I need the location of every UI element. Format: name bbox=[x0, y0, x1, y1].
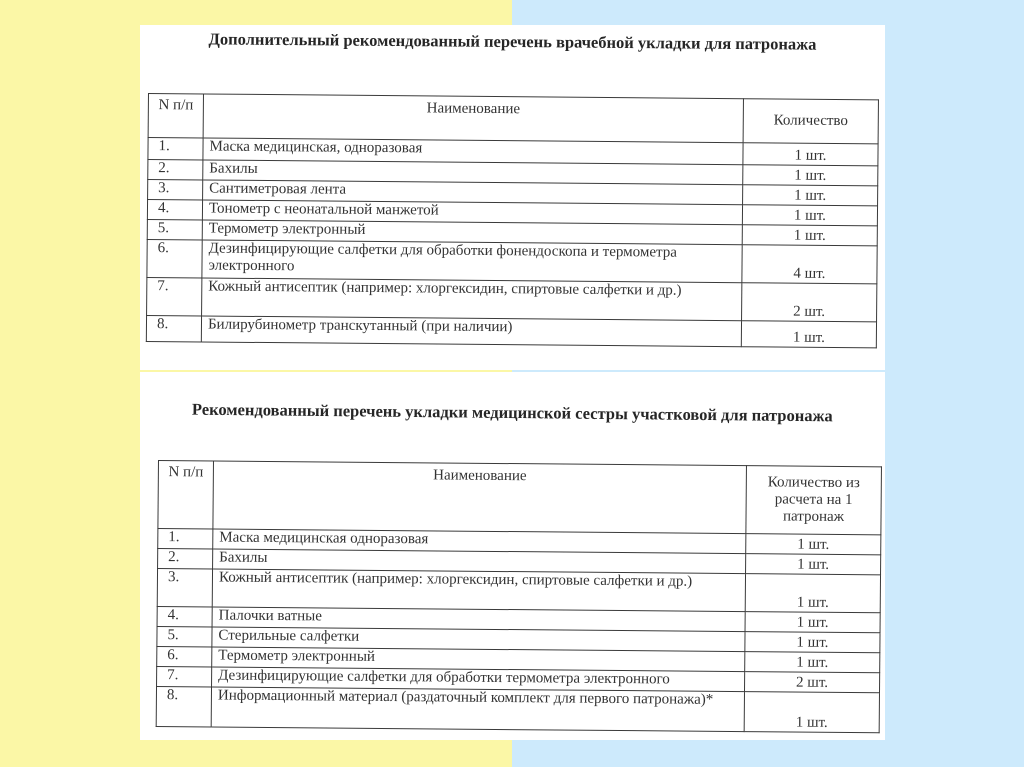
row-number: 4. bbox=[147, 200, 202, 220]
row-quantity: 1 шт. bbox=[746, 554, 881, 575]
row-item-name: Термометр электронный bbox=[202, 220, 742, 245]
table2-header-num: N п/п bbox=[158, 461, 214, 529]
document-sheet-nurse-kit bbox=[140, 372, 885, 740]
row-quantity: 1 шт. bbox=[745, 574, 880, 613]
row-number: 6. bbox=[157, 646, 212, 666]
row-number: 5. bbox=[147, 219, 202, 239]
row-quantity: 2 шт. bbox=[745, 672, 880, 693]
row-quantity: 1 шт. bbox=[743, 143, 878, 166]
table-row bbox=[146, 315, 876, 347]
row-number: 8. bbox=[156, 686, 211, 726]
table-row bbox=[157, 569, 880, 613]
row-quantity: 1 шт. bbox=[742, 225, 877, 246]
row-number: 3. bbox=[157, 569, 212, 607]
row-number: 2. bbox=[148, 160, 203, 180]
row-item-name: Термометр электронный bbox=[212, 647, 745, 672]
table2-header-name: Наименование bbox=[213, 461, 747, 534]
row-number: 8. bbox=[146, 315, 201, 341]
table1-header-num: N п/п bbox=[148, 94, 203, 138]
row-item-name: Сантиметровая лента bbox=[203, 180, 743, 205]
table-row bbox=[156, 686, 879, 732]
row-item-name: Бахилы bbox=[203, 160, 743, 185]
row-quantity: 1 шт. bbox=[746, 534, 881, 555]
row-item-name: Маска медицинская, одноразовая bbox=[203, 138, 743, 165]
row-number: 4. bbox=[157, 606, 212, 626]
row-quantity: 1 шт. bbox=[741, 321, 876, 348]
row-quantity: 4 шт. bbox=[742, 245, 877, 284]
table1-header-name: Наименование bbox=[203, 94, 743, 143]
table1-title: Дополнительный рекомендованный перечень врачебной укладки для патронажа bbox=[208, 29, 817, 54]
row-item-name: Кожный антисептик (например: хлоргексидин, спиртовые салфетки и др.) bbox=[212, 569, 745, 612]
row-number: 1. bbox=[158, 529, 213, 549]
row-number: 2. bbox=[158, 549, 213, 569]
row-number: 7. bbox=[157, 666, 212, 686]
row-quantity: 1 шт. bbox=[743, 185, 878, 206]
row-quantity: 2 шт. bbox=[742, 283, 877, 322]
row-quantity: 1 шт. bbox=[745, 612, 880, 633]
table-row bbox=[147, 239, 877, 283]
table1-header-qty: Количество bbox=[743, 99, 878, 144]
row-item-name: Тонометр с неонатальной манжетой bbox=[202, 200, 742, 225]
doctor-kit-table bbox=[146, 93, 879, 348]
row-item-name: Маска медицинская одноразовая bbox=[213, 529, 746, 554]
row-item-name: Стерильные салфетки bbox=[212, 627, 745, 652]
row-quantity: 1 шт. bbox=[744, 692, 879, 733]
row-quantity: 1 шт. bbox=[743, 165, 878, 186]
row-item-name: Билирубинометр транскутанный (при наличии) bbox=[201, 316, 741, 347]
row-number: 6. bbox=[147, 239, 202, 277]
row-number: 1. bbox=[148, 138, 203, 160]
row-quantity: 1 шт. bbox=[742, 205, 877, 226]
row-quantity: 1 шт. bbox=[745, 652, 880, 673]
row-quantity: 1 шт. bbox=[745, 632, 880, 653]
table2-title: Рекомендованный перечень укладки медицинской сестры участковой для патронажа bbox=[191, 399, 833, 426]
nurse-kit-table bbox=[156, 460, 882, 733]
row-item-name: Информационный материал (раздаточный комплект для первого патронажа)* bbox=[211, 687, 744, 732]
document-sheet-doctor-kit bbox=[140, 25, 885, 370]
row-item-name: Бахилы bbox=[213, 549, 746, 574]
row-item-name: Дезинфицирующие салфетки для обработки фонендоскопа и термометра электронного bbox=[202, 240, 742, 283]
row-number: 3. bbox=[148, 180, 203, 200]
table-row bbox=[147, 277, 877, 321]
table2-header-qty: Количество из расчета на 1 патронаж bbox=[746, 466, 882, 535]
row-item-name: Дезинфицирующие салфетки для обработки термометра электронного bbox=[212, 667, 745, 692]
row-item-name: Кожный антисептик (например: хлоргексидин, спиртовые салфетки и др.) bbox=[202, 278, 742, 321]
row-number: 7. bbox=[147, 277, 202, 315]
row-number: 5. bbox=[157, 626, 212, 646]
row-item-name: Палочки ватные bbox=[212, 607, 745, 632]
